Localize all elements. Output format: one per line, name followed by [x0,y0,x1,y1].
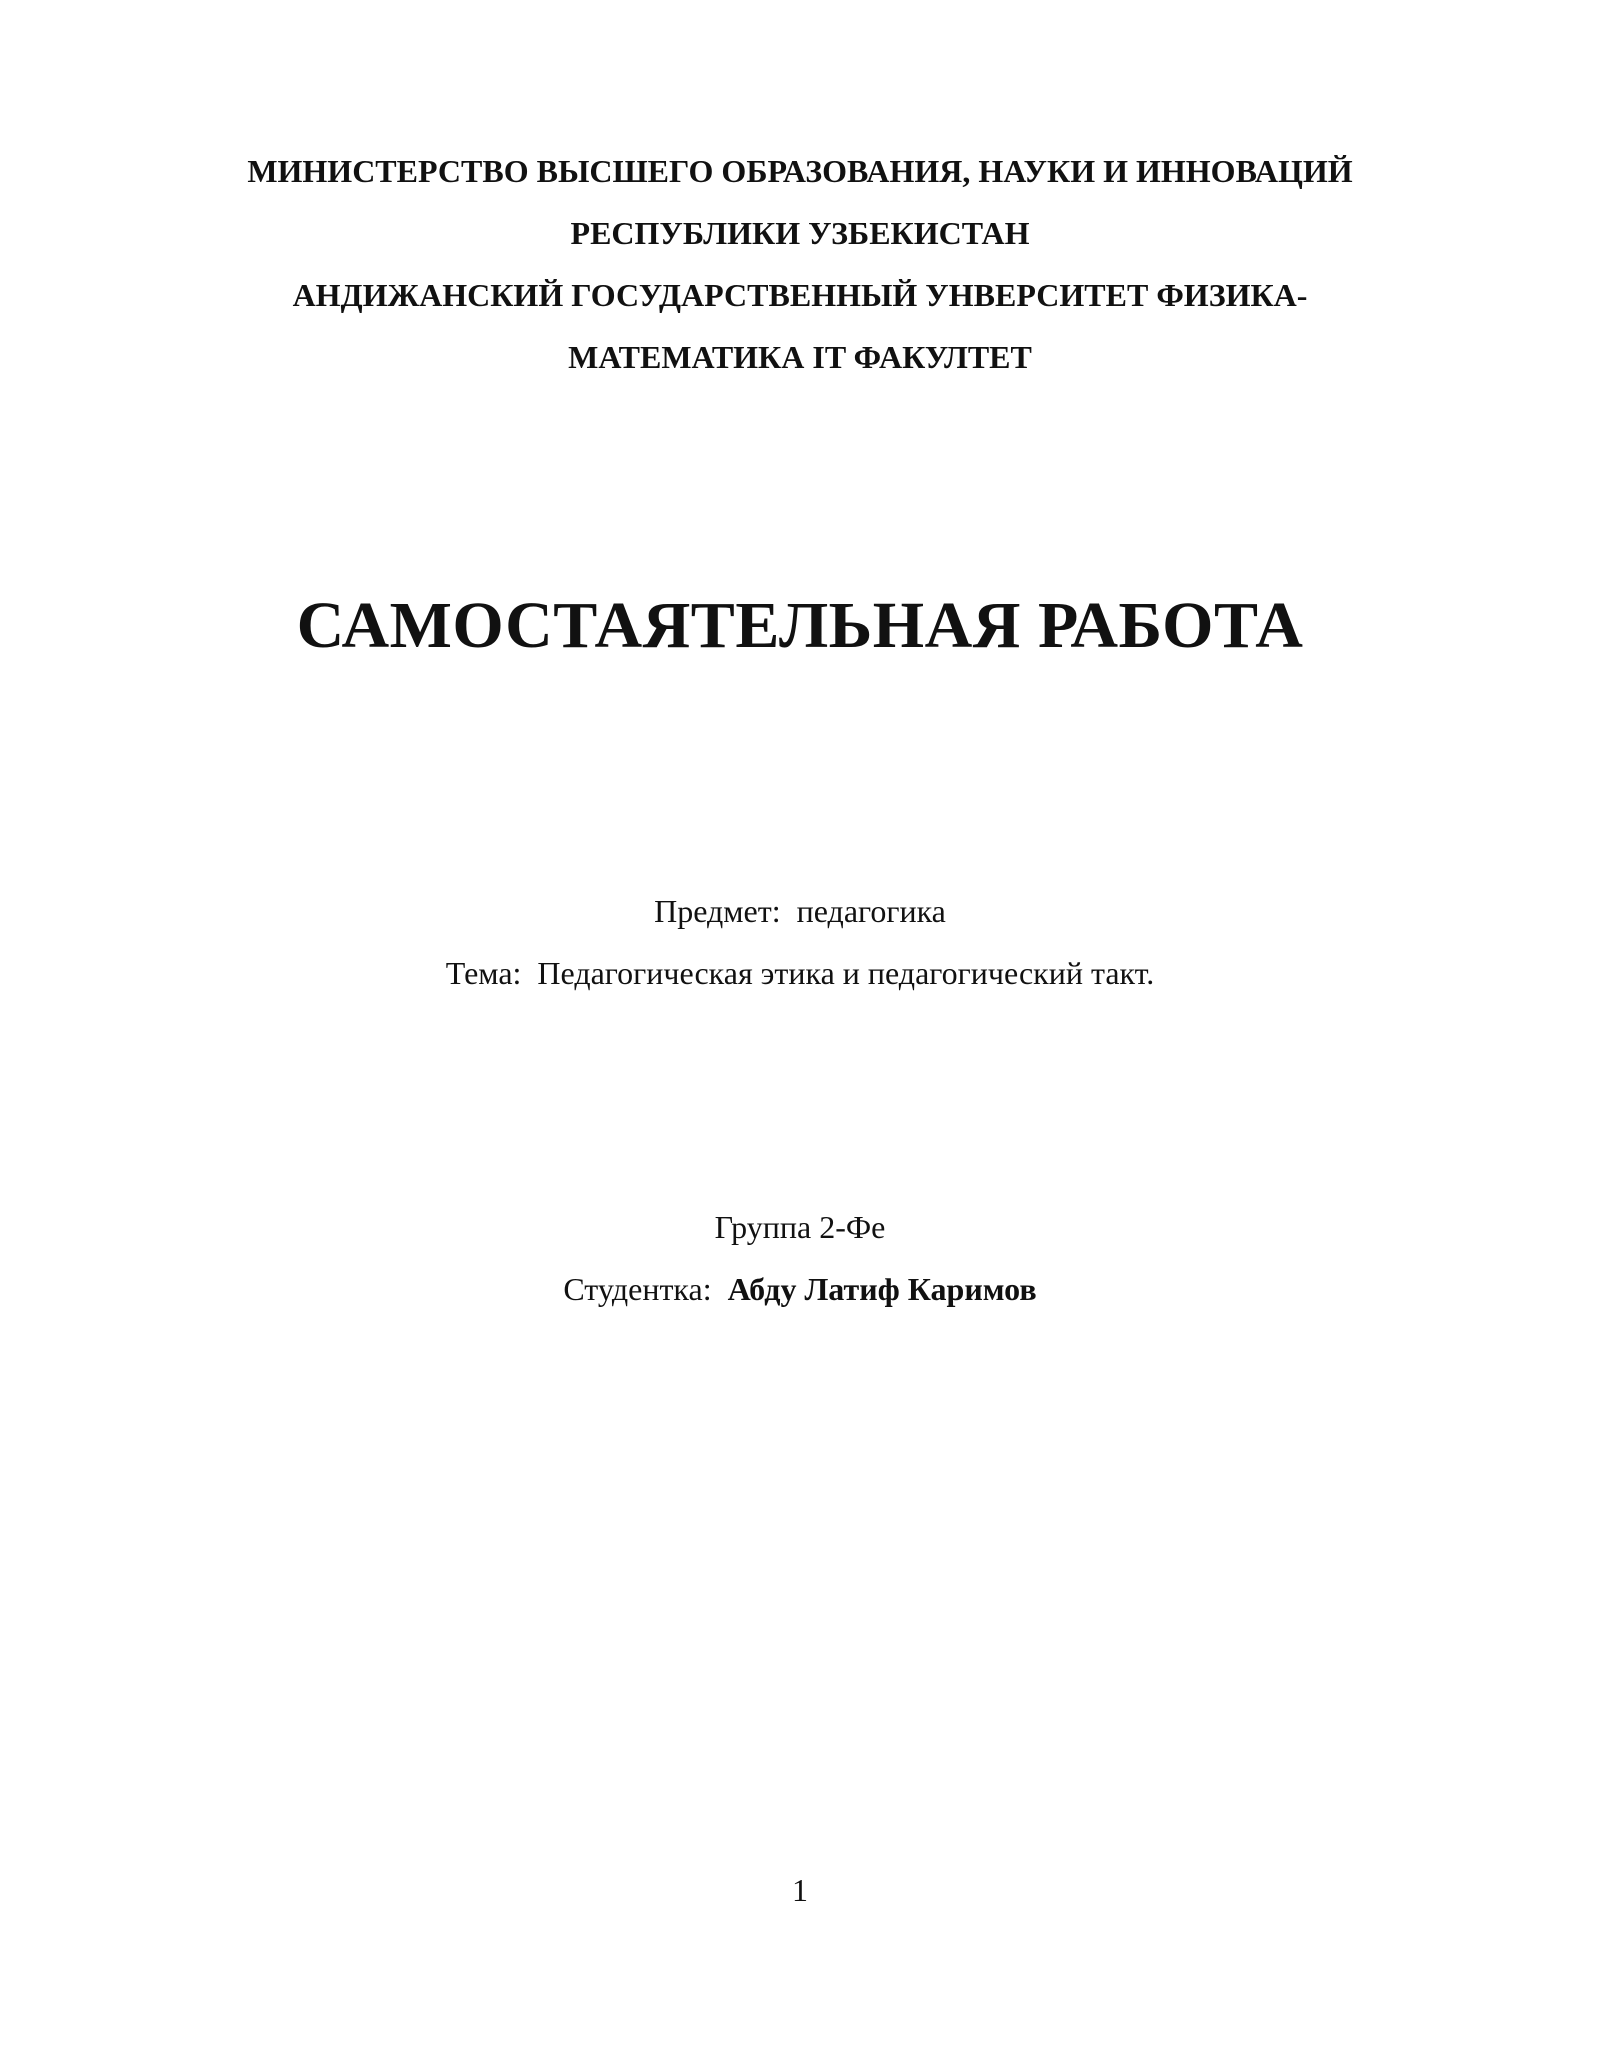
subject-line [0,880,1600,942]
group-line: Группа 2-Фе [714,1209,886,1245]
document-title: САМОСТАЯТЕЛЬНАЯ РАБОТА [296,589,1304,662]
student-label: Студентка: [563,1271,712,1307]
student-name: Абду Латиф Каримов [727,1271,1037,1307]
institution-header [0,140,1600,388]
topic-line [0,942,1600,1004]
header-line-ministry: МИНИСТЕРСТВО ВЫСШЕГО ОБРАЗОВАНИЯ, НАУКИ И ИННОВАЦИЙ [247,153,1353,189]
topic-value: Педагогическая этика и педагогический такт. [537,955,1155,991]
subject-topic-block [0,880,1600,1004]
subject-value: педагогика [796,893,946,929]
group-student-block [0,1196,1600,1320]
header-line-republic: РЕСПУБЛИКИ УЗБЕКИСТАН [570,215,1030,251]
page-number: 1 [792,1872,808,1908]
header-line-faculty: МАТЕМАТИКА IT ФАКУЛТЕТ [568,339,1032,375]
topic-label: Тема: [445,955,522,991]
subject-label: Предмет: [654,893,781,929]
header-line-university: АНДИЖАНСКИЙ ГОСУДАРСТВЕННЫЙ УНВЕРСИТЕТ ФИЗИКА- [292,277,1308,313]
student-line [0,1258,1600,1320]
